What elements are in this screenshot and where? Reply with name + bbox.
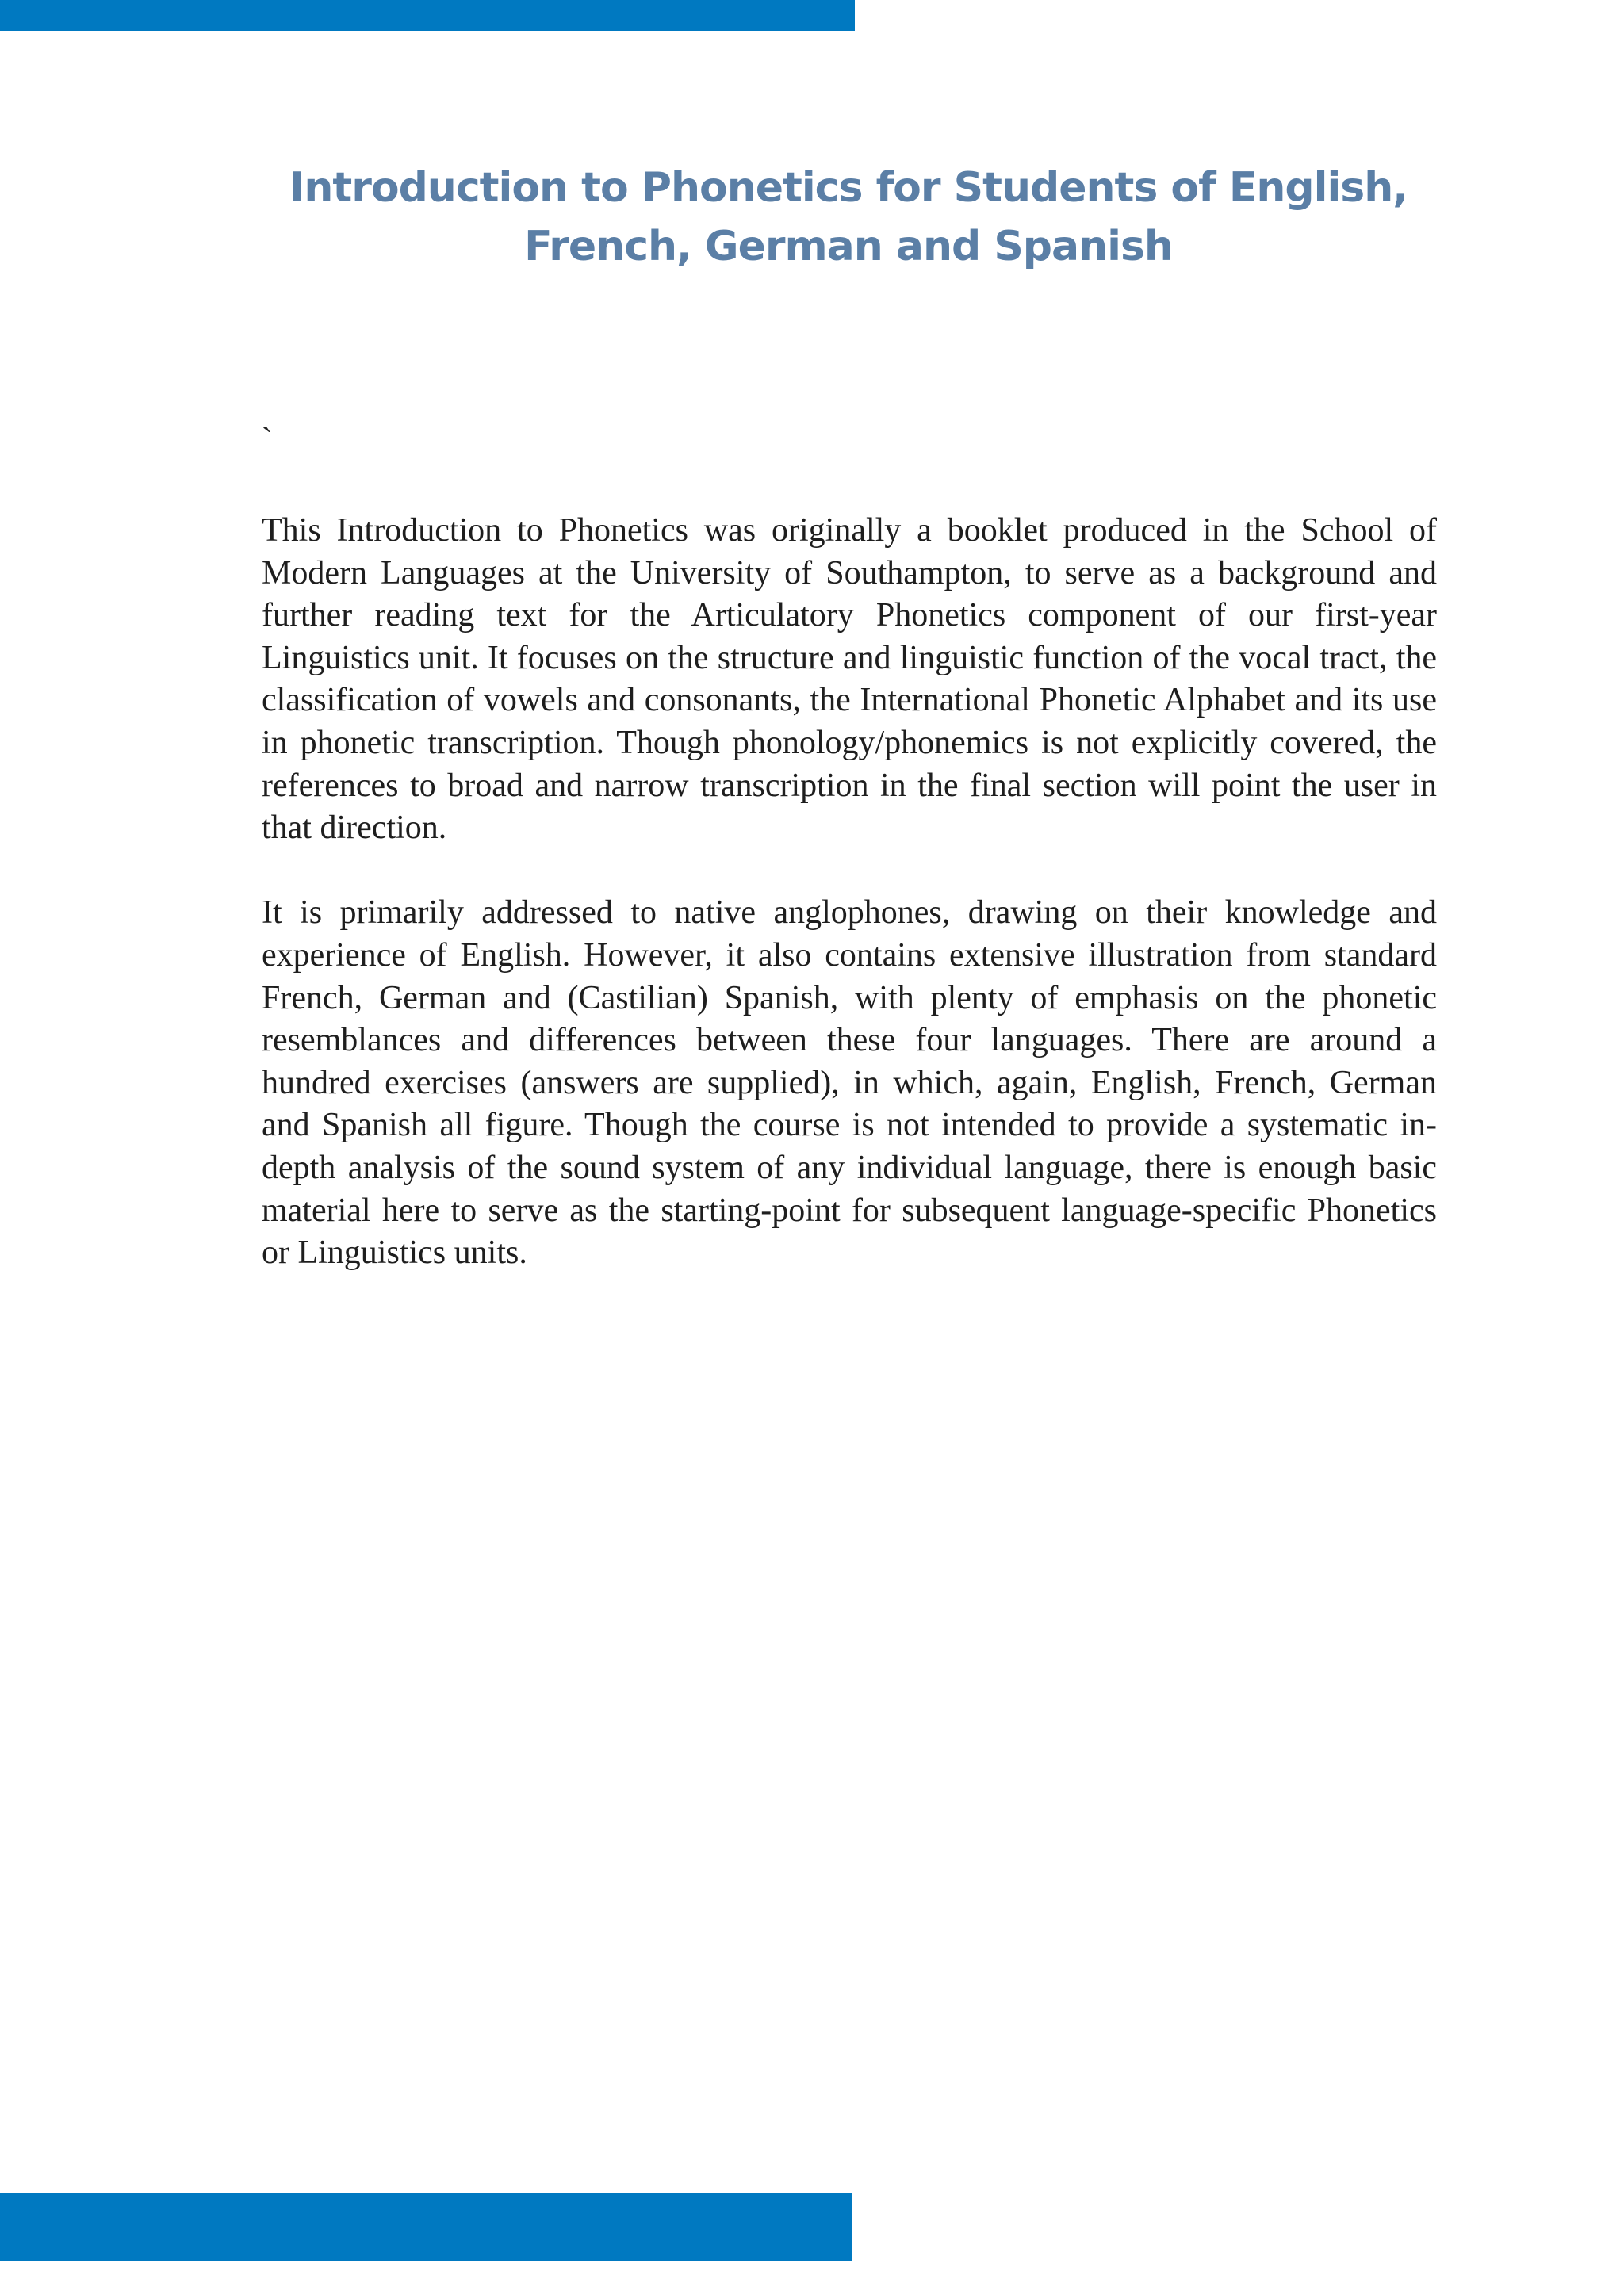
page-title xyxy=(262,159,1435,276)
title-line-1: Introduction to Phonetics for Students of English, xyxy=(289,164,1408,212)
paragraph-2: It is primarily addressed to native anglophones, drawing on their knowledge and experience of English. However, it also contains extensive illustration from standard French, German and (Castilian) Spanish, with plenty of emphasis on the phonetic resemblances and differences between these four languages. There are around a hundred exercises (answers are supplied), in which, again, English, French, German and Spanish all figure. Though the course is not intended to provide a systematic in-depth analysis of the sound system of any individual language, there is enough basic material here to serve as the starting-point for subsequent language-specific Phonetics or Linguistics units. xyxy=(262,894,1437,1272)
title-line-2: French, German and Spanish xyxy=(524,223,1173,270)
bottom-accent-bar xyxy=(0,2193,852,2261)
paragraph-1: This Introduction to Phonetics was originally a booklet produced in the School of Modern Languages at the University of Southampton, to serve as a background and further reading text for the Articulatory Phonetics component of our first-year Linguistics unit. It focuses on the structure and linguistic function of the vocal tract, the classification of vowels and consonants, the International Phonetic Alphabet and its use in phonetic transcription. Though phonology/phonemics is not explicitly covered, the references to broad and narrow transcription in the final section will point the user in that direction. xyxy=(262,512,1437,847)
body-text xyxy=(262,510,1437,1317)
stray-mark: ` xyxy=(262,421,273,457)
top-accent-bar xyxy=(0,0,855,31)
